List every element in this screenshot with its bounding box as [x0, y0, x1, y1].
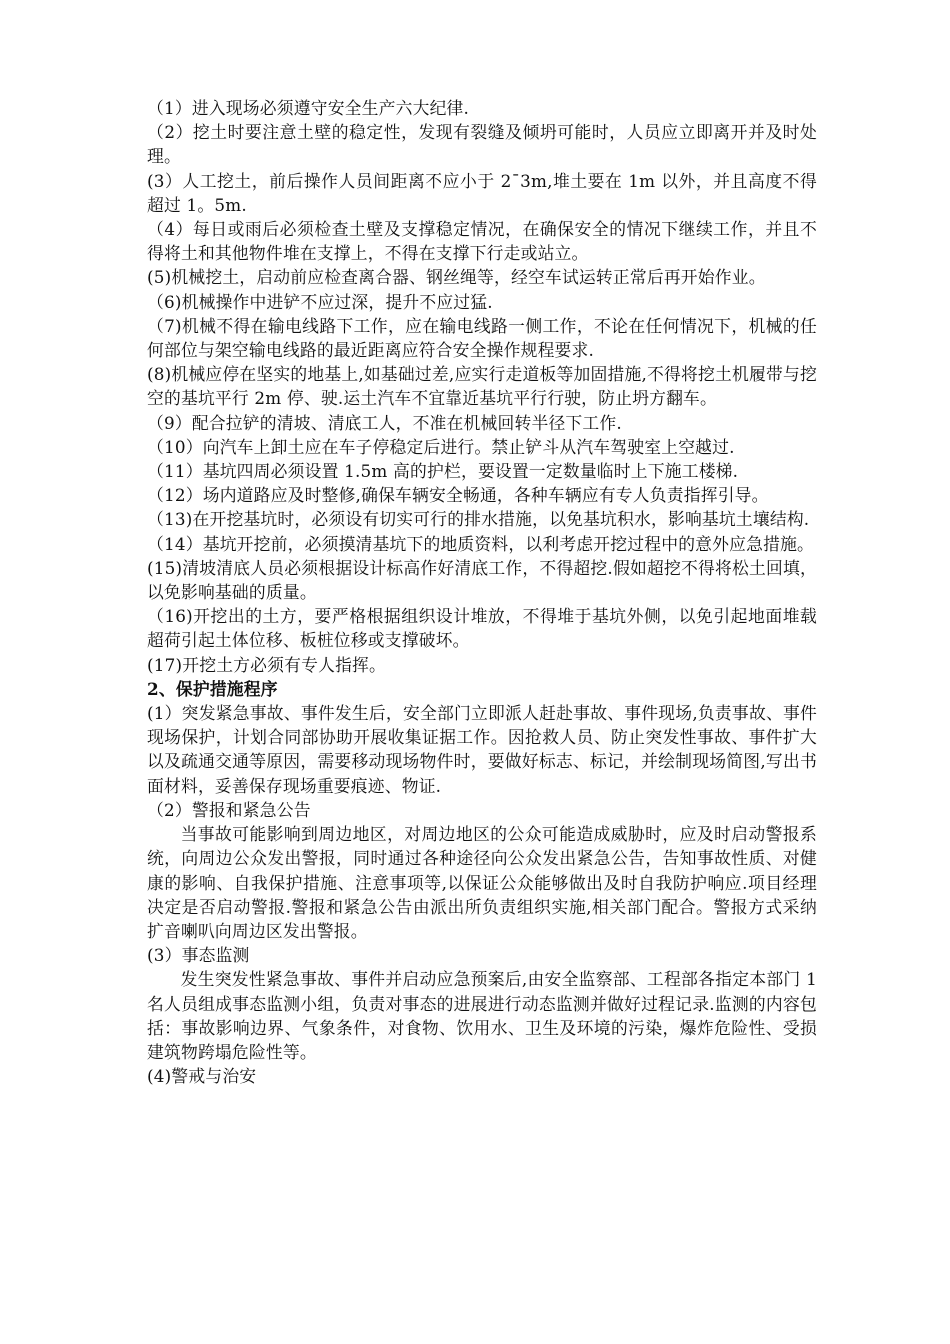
subheading-alarm: （2）警报和紧急公告 — [147, 799, 311, 820]
list-item: (17)开挖土方必须有专人指挥。 — [147, 654, 387, 675]
paragraph-monitoring: 发生突发性紧急事故、事件并启动应急预案后,由安全监察部、工程部各指定本部门 1 名人员组成事态监测小组，负责对事态的进展进行动态监测并做好过程记录.监测的内容包括：事故影响边界、气象条件，对食物、饮用水、卫生及环境的污染，爆炸危险性、受损建筑物跨塌危险性等。 — [147, 969, 817, 1062]
list-item: (15)清坡清底人员必须根据设计标高作好清底工作，不得超挖.假如超挖不得将松土回填，以免影响基础的质量。 — [147, 557, 817, 603]
list-item: （2）挖土时要注意土壁的稳定性，发现有裂缝及倾坍可能时，人员应立即离开并及时处理。 — [147, 122, 817, 167]
document-body — [147, 96, 817, 1088]
list-item: （14）基坑开挖前，必须摸清基坑下的地质资料，以利考虑开挖过程中的意外应急措施。 — [147, 533, 815, 554]
list-item: （12）场内道路应及时整修,确保车辆安全畅通，各种车辆应有专人负责指挥引导。 — [147, 485, 769, 506]
subheading-security: (4)警戒与治安 — [147, 1066, 257, 1087]
section-heading: 2、保护措施程序 — [147, 678, 278, 699]
list-item: （10）向汽车上卸土应在车子停稳定后进行。禁止铲斗从汽车驾驶室上空越过. — [147, 436, 735, 457]
list-item: (5)机械挖土，启动前应检查离合器、钢丝绳等，经空车试运转正常后再开始作业。 — [147, 267, 766, 288]
list-item: （6)机械操作中进铲不应过深，提升不应过猛. — [147, 291, 493, 312]
list-item: （7)机械不得在输电线路下工作，应在输电线路一侧工作，不论在任何情况下，机械的任何部位与架空输电线路的最近距离应符合安全操作规程要求. — [147, 315, 817, 361]
list-item: （1）进入现场必须遵守安全生产六大纪律. — [147, 98, 470, 118]
subheading-monitoring: (3）事态监测 — [147, 945, 250, 966]
list-item: （11）基坑四周必须设置 1.5m 高的护栏，要设置一定数量临时上下施工楼梯. — [147, 461, 739, 482]
list-item: （4）每日或雨后必须检查土壁及支撑稳定情况，在确保安全的情况下继续工作，并且不得将土和其他物件堆在支撑上，不得在支撑下行走或站立。 — [147, 219, 817, 264]
list-item: （13)在开挖基坑时，必须设有切实可行的排水措施，以免基坑积水，影响基坑土壤结构. — [147, 509, 810, 530]
list-item: （9）配合拉铲的清坡、清底工人，不准在机械回转半径下工作. — [147, 412, 622, 433]
list-item: (3）人工挖土，前后操作人员间距离不应小于 2¯3m,堆土要在 1m 以外，并且高度不得超过 1。5m. — [147, 170, 817, 215]
paragraph-scene-protection: (1）突发紧急事故、事件发生后，安全部门立即派人赶赴事故、事件现场,负责事故、事件现场保护，计划合同部协助开展收集证据工作。因抢救人员、防止突发性事故、事件扩大以及疏通交通等原因，需要移动现场物件时，要做好标志、标记，并绘制现场简图,写出书面材料，妥善保存现场重要痕迹、物证. — [147, 703, 817, 796]
list-item: (8)机械应停在坚实的地基上,如基础过差,应实行走道板等加固措施,不得将挖土机履带与挖空的基坑平行 2m 停、驶.运土汽车不宜靠近基坑平行行驶，防止坍方翻车。 — [147, 364, 817, 409]
list-item: （16)开挖出的土方，要严格根据组织设计堆放，不得堆于基坑外侧，以免引起地面堆载超荷引起土体位移、板桩位移或支撑破坏。 — [147, 606, 817, 651]
paragraph-alarm: 当事故可能影响到周边地区，对周边地区的公众可能造成威胁时，应及时启动警报系统，向周边公众发出警报，同时通过各种途径向公众发出紧急公告，告知事故性质、对健康的影响、自我保护措施、注意事项等,以保证公众能够做出及时自我防护响应.项目经理决定是否启动警报.警报和紧急公告由派出所负责组织实施,相关部门配合。警报方式采纳扩音喇叭向周边区发出警报。 — [147, 824, 817, 941]
